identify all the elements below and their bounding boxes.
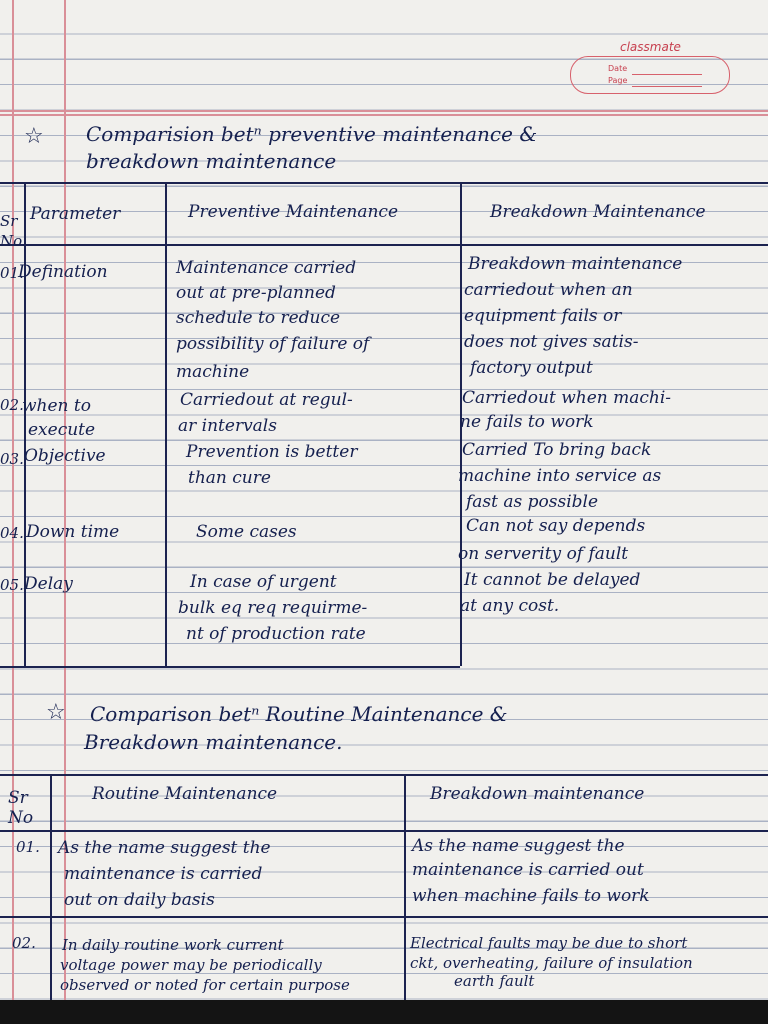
- t2-header-routine: Routine Maintenance: [92, 784, 278, 804]
- t1-r4-prev: Some cases: [196, 522, 297, 542]
- t1-r3-prev-2: than cure: [188, 468, 271, 488]
- page-line: [632, 86, 702, 87]
- t1-r2-bd-2: ne fails to work: [460, 412, 594, 432]
- t2-header-sr-1: Sr: [8, 788, 28, 808]
- t2-r1-sr: 01.: [16, 838, 40, 856]
- t2-header-sr-2: No: [8, 808, 34, 828]
- brand-frame: [570, 56, 730, 94]
- t2-rule-top: [0, 774, 768, 776]
- t1-r4-param: Down time: [26, 522, 120, 542]
- star-marker-1: ☆: [24, 124, 44, 149]
- t1-r1-prev-1: Maintenance carried: [176, 258, 357, 278]
- t1-r4-bd-2: on serverity of fault: [458, 544, 629, 564]
- page-label: Page: [608, 76, 628, 85]
- t2-r1-bd-2: maintenance is carried out: [412, 860, 644, 880]
- t2-r2-routine-2: voltage power may be periodically: [60, 956, 322, 974]
- t1-r2-prev-2: ar intervals: [178, 416, 277, 436]
- t1-header-parameter: Parameter: [30, 204, 121, 224]
- t1-r3-bd-2: machine into service as: [458, 466, 662, 486]
- t1-r5-bd-2: at any cost.: [460, 596, 560, 616]
- t2-col-sr: [50, 774, 52, 1000]
- star-marker-2: ☆: [46, 700, 66, 725]
- t1-r1-param: Defination: [18, 262, 108, 282]
- t1-r5-sr: 05.: [0, 576, 24, 594]
- t1-r2-param-1: when to: [22, 396, 91, 416]
- header-rule-top: [0, 110, 768, 112]
- t1-r5-prev-3: nt of production rate: [186, 624, 366, 644]
- t1-header-preventive: Preventive Maintenance: [188, 202, 399, 222]
- t1-r1-bd-4: does not gives satis-: [464, 332, 639, 352]
- t1-r1-prev-2: out at pre-planned: [176, 283, 336, 303]
- t1-r2-bd-1: Carriedout when machi-: [462, 388, 672, 408]
- t2-r2-bd-3: earth fault: [454, 972, 535, 990]
- t1-r3-prev-1: Prevention is better: [186, 442, 358, 462]
- t1-rule-bottom: [0, 666, 460, 668]
- t2-r1-routine-1: As the name suggest the: [58, 838, 271, 858]
- t2-header-breakdown: Breakdown maintenance: [430, 784, 645, 804]
- t2-r2-bd-1: Electrical faults may be due to short: [410, 934, 688, 952]
- t2-r1-routine-2: maintenance is carried: [64, 864, 263, 884]
- notebook-brand-box: [570, 40, 730, 98]
- table1-heading-line2: breakdown maintenance: [86, 149, 337, 173]
- t1-r1-bd-2: carriedout when an: [464, 280, 633, 300]
- t2-r1-routine-3: out on daily basis: [64, 890, 215, 910]
- t1-r3-bd-3: fast as possible: [466, 492, 599, 512]
- t2-rule-row1: [0, 916, 768, 918]
- t1-r3-param: Objective: [24, 446, 106, 466]
- t1-r4-bd-1: Can not say depends: [466, 516, 646, 536]
- table2-heading-line1: Comparison betⁿ Routine Maintenance &: [90, 702, 508, 726]
- t1-r2-sr: 02.: [0, 396, 24, 414]
- brand-name: classmate: [620, 40, 681, 54]
- t1-r2-param-2: execute: [28, 420, 96, 440]
- t1-r3-sr: 03.: [0, 450, 24, 468]
- t1-rule-header: [0, 244, 768, 246]
- t1-r5-prev-2: bulk eq req requirme-: [178, 598, 368, 618]
- t2-r1-bd-1: As the name suggest the: [412, 836, 625, 856]
- t1-r2-prev-1: Carriedout at regul-: [180, 390, 353, 410]
- margin-line-outer: [12, 0, 14, 1000]
- t1-r1-bd-3: equipment fails or: [464, 306, 622, 326]
- t1-r3-bd-1: Carried To bring back: [462, 440, 652, 460]
- header-rule-bottom: [0, 114, 768, 116]
- t2-r2-routine-3: observed or noted for certain purpose: [60, 976, 350, 994]
- t2-col-routine: [404, 774, 406, 1000]
- t2-rule-header: [0, 830, 768, 832]
- table1-heading-line1: Comparision betⁿ preventive maintenance &: [86, 122, 538, 146]
- t1-r5-param: Delay: [24, 574, 73, 594]
- t1-r1-bd-1: Breakdown maintenance: [468, 254, 683, 274]
- t1-r1-prev-4: possibility of failure of: [176, 334, 370, 354]
- t1-col-param: [165, 182, 167, 666]
- t1-r5-bd-1: It cannot be delayed: [464, 570, 641, 590]
- t1-r5-prev-1: In case of urgent: [190, 572, 337, 592]
- t1-rule-top: [0, 182, 768, 184]
- t2-r2-bd-2: ckt, overheating, failure of insulation: [410, 954, 693, 972]
- date-label: Date: [608, 64, 628, 73]
- t1-header-sr-1: Sr: [0, 212, 18, 230]
- t1-header-sr-2: No: [0, 232, 23, 250]
- t1-r1-bd-5: factory output: [470, 358, 593, 378]
- t2-r2-sr: 02.: [12, 934, 36, 952]
- t2-r2-routine-1: In daily routine work current: [62, 936, 284, 954]
- t1-r1-prev-3: schedule to reduce: [176, 308, 341, 328]
- t1-r1-sr: 01.: [0, 264, 24, 282]
- table2-heading-line2: Breakdown maintenance.: [84, 730, 343, 754]
- t2-r1-bd-3: when machine fails to work: [412, 886, 650, 906]
- t1-header-breakdown: Breakdown Maintenance: [490, 202, 706, 222]
- t1-r4-sr: 04.: [0, 524, 24, 542]
- date-line: [632, 74, 702, 75]
- t1-r1-prev-5: machine: [176, 362, 250, 382]
